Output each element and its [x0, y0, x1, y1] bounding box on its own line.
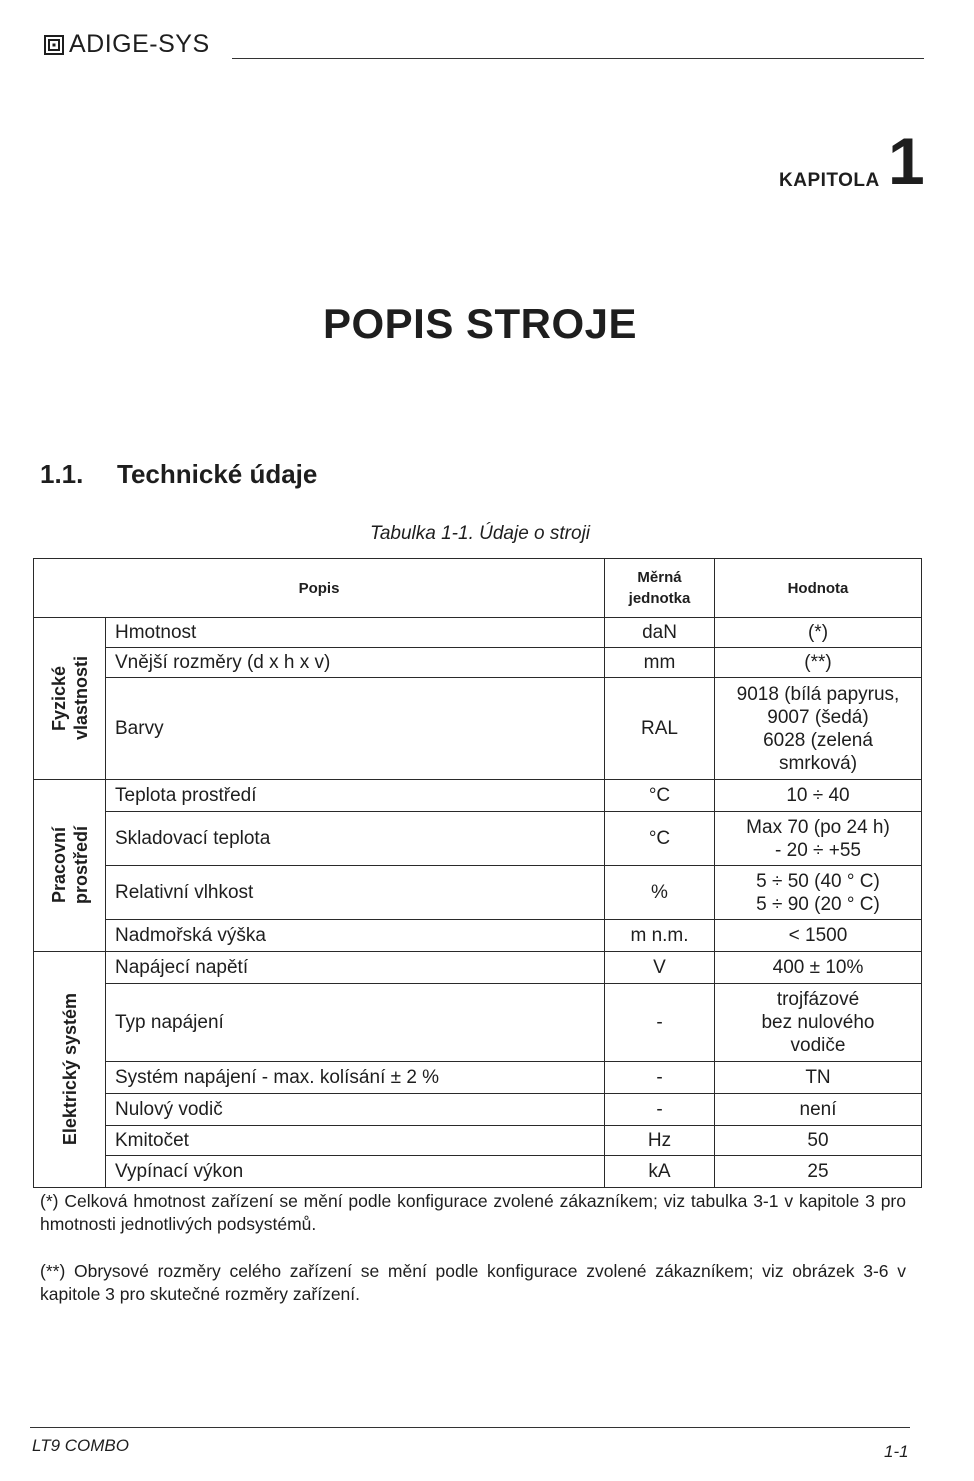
- section-number: 1.1.: [40, 459, 84, 489]
- table-row: [34, 920, 922, 952]
- cell-value-line: smrková): [778, 752, 858, 774]
- cell-value-line: Max 70 (po 24 h): [746, 816, 890, 838]
- header-unit-line2: jednotka: [628, 590, 691, 607]
- footnote-weight: (*) Celková hmotnost zařízení se mění podle konfigurace zvolené zákazníkem; viz tabulka 3-1 v kapitole 3 pro hmotnosti jednotlivých podsystémů.: [40, 1191, 906, 1234]
- cell-value: [715, 920, 922, 952]
- cell-value-line: 50: [807, 1130, 829, 1151]
- header-description: Popis: [34, 559, 605, 618]
- group-label: [48, 656, 92, 740]
- cell-value-line: 9007 (šedá): [767, 706, 869, 728]
- cell-description: Typ napájení: [106, 984, 605, 1062]
- cell-description: Relativní vlhkost: [106, 866, 605, 920]
- cell-description: Napájecí napětí: [106, 952, 605, 984]
- adige-logo-icon: [44, 35, 64, 55]
- table-row: [34, 678, 922, 780]
- cell-value: [715, 1126, 922, 1156]
- header-unit-line1: Měrná: [637, 569, 682, 586]
- group-label-cell: [34, 952, 106, 1188]
- cell-value: [715, 1156, 922, 1188]
- table-row: [34, 618, 922, 648]
- cell-value-line: vodiče: [790, 1035, 846, 1056]
- cell-value: [715, 648, 922, 678]
- cell-value-line: TN: [805, 1067, 831, 1088]
- cell-unit: -: [605, 1094, 715, 1126]
- header-unit: [605, 559, 715, 618]
- chapter-number: 1: [888, 124, 925, 198]
- brand-name: ADIGE-SYS: [69, 30, 210, 58]
- table-row: [34, 1126, 922, 1156]
- table-row: [34, 984, 922, 1062]
- cell-value: [715, 812, 922, 866]
- cell-value-line: bez nulového: [761, 1012, 875, 1033]
- cell-unit: V: [605, 952, 715, 984]
- group-label-line: Elektrický systém: [59, 993, 80, 1146]
- cell-value: [715, 984, 922, 1062]
- group-label-line: Fyzické: [48, 665, 69, 732]
- group-label-cell: [34, 780, 106, 952]
- cell-value: [715, 678, 922, 780]
- table-row: [34, 1062, 922, 1094]
- cell-value: [715, 618, 922, 648]
- cell-unit: °C: [605, 812, 715, 866]
- cell-description: Systém napájení - max. kolísání ± 2 %: [106, 1062, 605, 1094]
- cell-description: Vypínací výkon: [106, 1156, 605, 1188]
- table-row: [34, 1156, 922, 1188]
- technical-data-table: [33, 558, 922, 1188]
- cell-value-line: 5 ÷ 50 (40 ° C): [756, 870, 880, 892]
- header-rule: [232, 58, 924, 59]
- cell-unit: %: [605, 866, 715, 920]
- section-title: Technické údaje: [117, 459, 318, 489]
- cell-description: Vnější rozměry (d x h x v): [106, 648, 605, 678]
- page-number: 1-1: [884, 1442, 909, 1461]
- cell-value-line: (**): [804, 652, 832, 673]
- cell-value: [715, 952, 922, 984]
- cell-value-line: 400 ± 10%: [772, 957, 864, 978]
- cell-value-line: - 20 ÷ +55: [775, 839, 861, 861]
- cell-unit: -: [605, 1062, 715, 1094]
- cell-unit: daN: [605, 618, 715, 648]
- page-title: POPIS STROJE: [322, 300, 638, 347]
- table-row: [34, 780, 922, 812]
- group-label: [48, 826, 92, 904]
- cell-unit: RAL: [605, 678, 715, 780]
- table-row: [34, 1094, 922, 1126]
- cell-description: Hmotnost: [106, 618, 605, 648]
- group-label: [59, 993, 81, 1145]
- cell-value-line: 9018 (bílá papyrus,: [736, 683, 900, 705]
- footnote-dimensions: (**) Obrysové rozměry celého zařízení se mění podle konfigurace zvolené zákazníkem; viz obrázek 3-6 v kapitole 3 pro skutečné rozměry zařízení.: [40, 1261, 906, 1304]
- table-row: [34, 952, 922, 984]
- table-body: [34, 618, 922, 1188]
- group-label-line: Pracovní: [48, 827, 69, 904]
- table-header-row: [34, 559, 922, 618]
- cell-description: Kmitočet: [106, 1126, 605, 1156]
- table-row: [34, 648, 922, 678]
- brand-logo: [44, 30, 210, 59]
- cell-description: Barvy: [106, 678, 605, 780]
- group-label-line: prostředí: [70, 826, 91, 905]
- cell-value: [715, 780, 922, 812]
- group-label-line: vlastnosti: [70, 656, 91, 741]
- cell-description: Skladovací teplota: [106, 812, 605, 866]
- cell-unit: Hz: [605, 1126, 715, 1156]
- cell-value-line: trojfázové: [776, 989, 860, 1010]
- cell-value-line: není: [799, 1099, 837, 1120]
- cell-unit: mm: [605, 648, 715, 678]
- table-row: [34, 812, 922, 866]
- cell-unit: °C: [605, 780, 715, 812]
- cell-description: Nulový vodič: [106, 1094, 605, 1126]
- cell-value-line: 5 ÷ 90 (20 ° C): [756, 893, 880, 915]
- cell-description: Teplota prostředí: [106, 780, 605, 812]
- cell-value-line: 25: [807, 1161, 829, 1182]
- cell-value: [715, 866, 922, 920]
- table-row: [34, 866, 922, 920]
- cell-unit: m n.m.: [605, 920, 715, 952]
- cell-description: Nadmořská výška: [106, 920, 605, 952]
- cell-value: [715, 1062, 922, 1094]
- cell-value-line: 6028 (zelená: [763, 729, 873, 751]
- cell-unit: kA: [605, 1156, 715, 1188]
- chapter-label: KAPITOLA: [779, 170, 880, 191]
- table-caption: Tabulka 1-1. Údaje o stroji: [369, 523, 591, 544]
- cell-value-line: < 1500: [788, 925, 848, 946]
- cell-value-line: (*): [807, 622, 829, 643]
- header-value: Hodnota: [715, 559, 922, 618]
- footer-model: LT9 COMBO: [32, 1436, 129, 1455]
- cell-value: [715, 1094, 922, 1126]
- group-label-cell: [34, 618, 106, 780]
- cell-value-line: 10 ÷ 40: [786, 785, 850, 806]
- cell-unit: -: [605, 984, 715, 1062]
- footer-rule: [30, 1427, 910, 1428]
